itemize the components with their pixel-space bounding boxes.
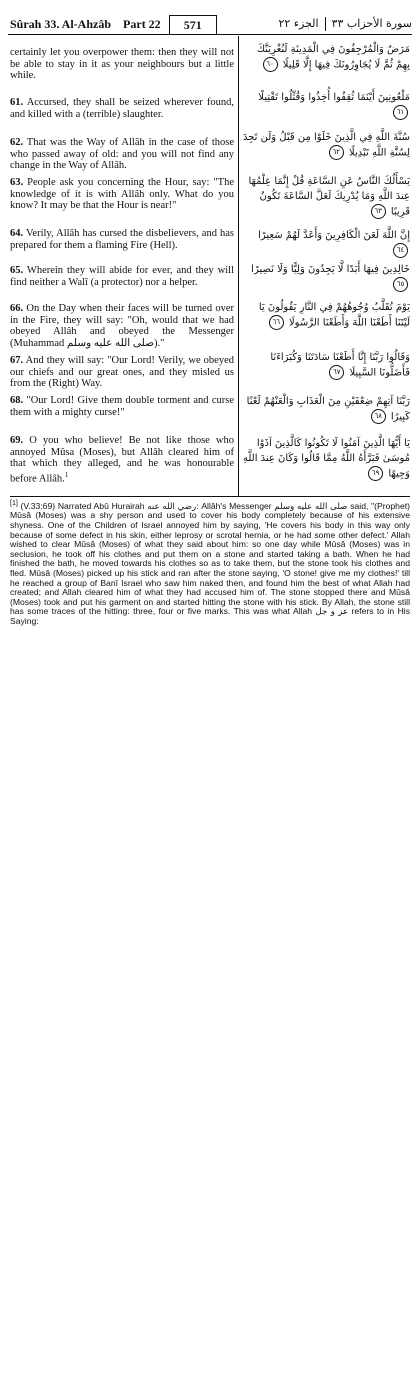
arabic-verse [242, 174, 410, 220]
verse-number: 62. [10, 137, 24, 148]
arabic-verse [242, 436, 410, 482]
part-label: Part 22 [123, 16, 161, 31]
arabic-verse [242, 262, 410, 293]
footnote-rule [10, 496, 410, 497]
header-divider [325, 17, 326, 31]
footnote [10, 499, 410, 627]
verse-end-marker: ٦١ [393, 105, 408, 120]
english-verse [10, 303, 234, 349]
verse-number: 65. [10, 265, 24, 276]
verse-end-marker: ٦٠ [263, 57, 278, 72]
arabic-verse-text: رَبَّنَا آتِهِمْ ضِعْفَيْنِ مِنَ الْعَذَابِ وَالْعَنْهُمْ لَعْنًا كَبِيرًا [246, 396, 410, 423]
arabic-verse-text: مَرَضٌ وَالْمُرْجِفُونَ فِي الْمَدِينَةِ لَنُغْرِيَنَّكَ بِهِمْ ثُمَّ لَا يُجَاوِرُونَكَ فِيهَا إِلَّا قَلِيلًا [256, 44, 410, 71]
arabic-verse [242, 300, 410, 331]
english-verse [10, 355, 234, 390]
arabic-verse-text: يَا أَيُّهَا الَّذِينَ آمَنُوا لَا تَكُونُوا كَالَّذِينَ آذَوْا مُوسَىٰ فَبَرَّأَهُ اللَّهُ مِمَّا قَالُوا وَكَانَ عِندَ اللَّهِ وَجِيهًا [242, 438, 410, 480]
english-verse [10, 177, 234, 212]
arabic-verse [242, 228, 410, 259]
footnote-text: (V.33:69) Narrated Abû Hurairah رضي الله عنه: Allâh's Messenger صلى الله عليه وسلم said, "(Prophet) Mûsâ (Moses) was a shy person and used to cover his body completely because of his extensive shyness. One of the Children of Israel annoyed him by saying, 'He covers his body in this way only because of some defect in his skin, either leprosy or scrotal hernia, or he had some other defect.' Allah wished to clear Mûsâ (Moses) of what they said about him: so one day while Mûsâ (Moses) was in seclusion, he took off his clothes and put them on a stone and started taking a bath. When he had finished the bath, he moved towards his clothes so as to take them, but the stone took his clothes and fled. Mûsâ (Moses) picked up his stick and ran after the stone saying, 'O stone! give me my clothes!' till he reached a group of Banî Israel who saw him naked then, and found him the best of what Allah had created; and Allah cleared him of what they had accused him of. The stone stopped there and Mûsâ (Moses) took and put his garment on and started hitting the stone with his stick. By Allah, the stone still has some traces of the hitting: three, four or five marks. This was what Allah عز و جل refers to in His Saying: [10, 500, 410, 626]
english-verse [10, 47, 234, 82]
arabic-verse [242, 130, 410, 161]
verse-text: Accursed, they shall be seized wherever found, and killed with a (terrible) slaughter. [10, 97, 234, 120]
arabic-verse [242, 90, 410, 121]
verse-number: 64. [10, 228, 24, 239]
english-verse [10, 395, 234, 418]
verse-text: Verily, Allâh has cursed the disbelievers, and has prepared for them a flaming Fire (Hell). [10, 228, 235, 251]
verse-number: 63. [10, 177, 24, 188]
arabic-surah-title: سورة الأحزاب ٣٣ [331, 17, 412, 30]
verse-text: On the Day when their faces will be turned over in the Fire, they will say: "Oh, would that we had obeyed Allâh and obeyed the Messenger (Muhammad صلى الله عليه وسلم)." [10, 303, 234, 349]
verse-number: 67. [10, 355, 24, 366]
page-number: 571 [169, 15, 217, 34]
english-verse [10, 97, 234, 120]
column-divider [238, 36, 239, 496]
english-verse [10, 435, 234, 485]
english-verse [10, 137, 234, 172]
verse-number: 68. [10, 395, 24, 406]
english-verse [10, 228, 234, 251]
arabic-verse-text: مَلْعُونِينَ أَيْنَمَا ثُقِفُوا أُخِذُوا وَقُتِّلُوا تَقْتِيلًا [258, 92, 410, 103]
verse-end-marker: ٦٨ [371, 409, 386, 424]
verse-text: certainly let you overpower them: then they will not be able to stay in it as your neighbours but a little while. [10, 47, 234, 81]
footnote-reference: 1 [64, 470, 69, 479]
arabic-verse [242, 350, 410, 381]
arabic-verse-text: وَقَالُوا رَبَّنَا إِنَّا أَطَعْنَا سَادَتَنَا وَكُبَرَاءَنَا فَأَضَلُّونَا السَّبِيلَا [270, 352, 410, 379]
arabic-verse-text: يَوْمَ تُقَلَّبُ وُجُوهُهُمْ فِي النَّارِ يَقُولُونَ يَا لَيْتَنَا أَطَعْنَا اللَّهَ وَأَطَعْنَا الرَّسُولَا [258, 302, 410, 329]
arabic-verse [242, 42, 410, 73]
verse-text: And they will say: "Our Lord! Verily, we obeyed our chiefs and our great ones, and they misled us from the (Right) Way. [10, 355, 234, 389]
arabic-header [279, 17, 412, 31]
verse-end-marker: ٦٤ [393, 243, 408, 258]
verse-text: That was the Way of Allâh in the case of those who passed away of old: and you will not find any change in the Way of Allâh. [10, 137, 235, 171]
verse-number: 66. [10, 303, 24, 314]
english-verse [10, 265, 234, 288]
verse-number: 69. [10, 435, 24, 446]
surah-title: Sûrah 33. Al-Ahzâb [10, 16, 112, 31]
arabic-verse-text: سُنَّةَ اللَّهِ فِي الَّذِينَ خَلَوْا مِن قَبْلُ وَلَن تَجِدَ لِسُنَّةِ اللَّهِ تَبْدِيلًا [242, 132, 410, 159]
verse-end-marker: ٦٩ [368, 466, 383, 481]
verse-end-marker: ٦٦ [269, 315, 284, 330]
arabic-verse-text: خَالِدِينَ فِيهَا أَبَدًا لَّا يَجِدُونَ وَلِيًّا وَلَا نَصِيرًا [251, 264, 410, 275]
verse-end-marker: ٦٥ [393, 277, 408, 292]
verse-text: Wherein they will abide for ever, and they will find neither a Walî (a protector) nor a helper. [10, 265, 234, 288]
arabic-part-label: الجزء ٢٢ [278, 17, 319, 30]
verse-end-marker: ٦٣ [371, 204, 386, 219]
arabic-verse-text: يَسْأَلُكَ النَّاسُ عَنِ السَّاعَةِ قُلْ إِنَّمَا عِلْمُهَا عِندَ اللَّهِ وَمَا يُدْرِيكَ لَعَلَّ السَّاعَةَ تَكُونُ قَرِيبًا [248, 176, 410, 218]
verse-end-marker: ٦٢ [329, 145, 344, 160]
verse-end-marker: ٦٧ [329, 365, 344, 380]
arabic-verse [242, 394, 410, 425]
footnote-mark: [1] [10, 500, 18, 507]
verse-text: People ask you concerning the Hour, say: "The knowledge of it is with Allâh only. What do you know? It may be that the Hour is near!" [10, 177, 235, 211]
verse-number: 61. [10, 97, 24, 108]
arabic-verse-text: إِنَّ اللَّهَ لَعَنَ الْكَافِرِينَ وَأَعَدَّ لَهُمْ سَعِيرًا [258, 230, 410, 241]
page-header [8, 14, 412, 35]
verse-text: O you who believe! Be not like those who annoyed Mûsa (Moses), but Allâh cleared him of that which they alleged, and he was honourable before Allâh. [10, 435, 234, 484]
verse-text: "Our Lord! Give them double torment and curse them with a mighty curse!" [10, 395, 235, 418]
